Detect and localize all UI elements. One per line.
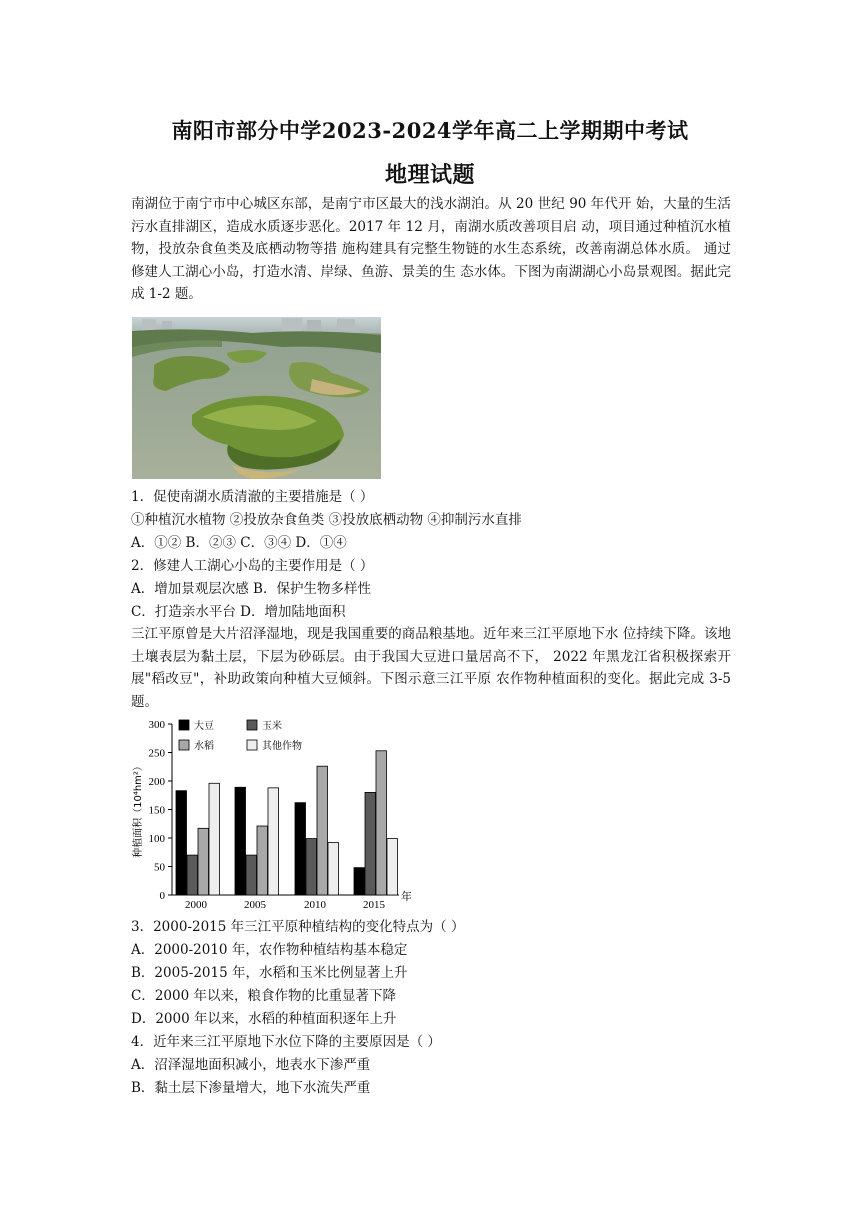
question-line: ①种植沉水植物 ②投放杂食鱼类 ③投放底栖动物 ④抑制污水直排 [131, 512, 522, 528]
bar-其他作物 [209, 783, 220, 895]
question-line: A．沼泽湿地面积减小，地表水下渗严重 [131, 1057, 371, 1073]
x-tick-label: 2015 [363, 899, 385, 911]
bar-玉米 [365, 792, 376, 895]
bar-其他作物 [268, 788, 279, 895]
y-tick-label: 250 [148, 747, 165, 760]
question-line: 4．近年来三江平原地下水位下降的主要原因是（ ） [131, 1034, 441, 1050]
bar-玉米 [187, 855, 198, 895]
legend-label: 其他作物 [262, 741, 302, 752]
bar-大豆 [295, 803, 306, 895]
nanhu-island-photo [132, 317, 381, 479]
bar-水稻 [317, 766, 328, 895]
passage-sanjiang: 三江平原曾是大片沼泽湿地，现是我国重要的商品粮基地。近年来三江平原地下水 位持续下降。该地土壤表层为黏土层，下层为砂砾层。由于我国大豆进口量居高不下， 2022 年黑龙江省积极探索开展"稻改豆"，补助政策向种植大豆倾斜。下图示意三江平原 农作物种植面积的变化。据此完成 3-5 题。 [131, 626, 731, 710]
legend-label: 玉米 [262, 721, 282, 732]
exam-title: 南阳市部分中学2023-2024学年高二上学期期中考试 [171, 118, 689, 143]
y-tick-label: 300 [148, 719, 165, 731]
question-line: B．2005-2015 年，水稻和玉米比例显著上升 [131, 965, 408, 981]
y-tick-label: 150 [148, 804, 165, 817]
bar-大豆 [235, 787, 246, 895]
question-line: 1．促使南湖水质清澈的主要措施是（ ） [131, 489, 374, 505]
question-line: B．黏土层下渗量增大，地下水流失严重 [131, 1080, 371, 1096]
x-tick-label: 2005 [244, 899, 266, 911]
bar-水稻 [376, 751, 387, 895]
question-line: D．2000 年以来，水稻的种植面积逐年上升 [131, 1011, 397, 1027]
legend-swatch [179, 720, 189, 730]
x-tick-label: 2000 [185, 899, 207, 911]
y-tick-label: 100 [148, 833, 165, 845]
question-line: 3．2000-2015 年三江平原种植结构的变化特点为（ ） [131, 919, 465, 935]
y-axis-title: 种植面积（10⁴hm²） [133, 761, 144, 858]
bar-大豆 [354, 868, 365, 895]
bar-玉米 [306, 839, 317, 895]
legend-swatch [179, 740, 189, 750]
legend-label: 大豆 [194, 721, 214, 732]
question-line: A．①② B．②③ C．③④ D．①④ [131, 535, 347, 551]
bar-水稻 [257, 826, 268, 895]
y-tick-label: 0 [159, 890, 165, 902]
passage-nanhu: 南湖位于南宁市中心城区东部，是南宁市区最大的浅水湖泊。从 20 世纪 90 年代开 始，大量的生活污水直排湖区，造成水质逐步恶化。2017 年 12 月，南湖水质改善项目启 动，项目通过种植沉水植物，投放杂食鱼类及底栖动物等措 施构建具有完整生物链的水生态系统，改善南湖总体水质。 通过修建人工湖心小岛，打造水清、岸绿、鱼游、景美的生 态水体。下图为南湖湖心小岛景观图。据此完成 1-2 题。 [131, 196, 731, 302]
y-tick-label: 200 [148, 776, 165, 788]
bar-大豆 [176, 791, 187, 895]
y-tick-label: 50 [154, 861, 165, 874]
x-axis-unit: 年 [401, 890, 411, 903]
x-tick-label: 2010 [304, 899, 326, 911]
question-line: C．2000 年以来，粮食作物的比重显著下降 [131, 988, 396, 1004]
legend-swatch [247, 740, 257, 750]
crop-area-chart [131, 716, 411, 916]
question-line: A．2000-2010 年，农作物种植结构基本稳定 [131, 942, 408, 958]
question-line: 2．修建人工湖心小岛的主要作用是（ ） [131, 558, 374, 574]
legend-swatch [247, 720, 257, 730]
bar-其他作物 [328, 843, 339, 895]
bar-水稻 [198, 828, 209, 895]
question-line: A．增加景观层次感 B．保护生物多样性 [131, 581, 371, 597]
question-line: C．打造亲水平台 D．增加陆地面积 [131, 604, 346, 620]
legend-label: 水稻 [194, 741, 214, 752]
bar-其他作物 [387, 839, 398, 895]
subject-title: 地理试题 [384, 162, 475, 188]
bar-玉米 [246, 855, 257, 895]
